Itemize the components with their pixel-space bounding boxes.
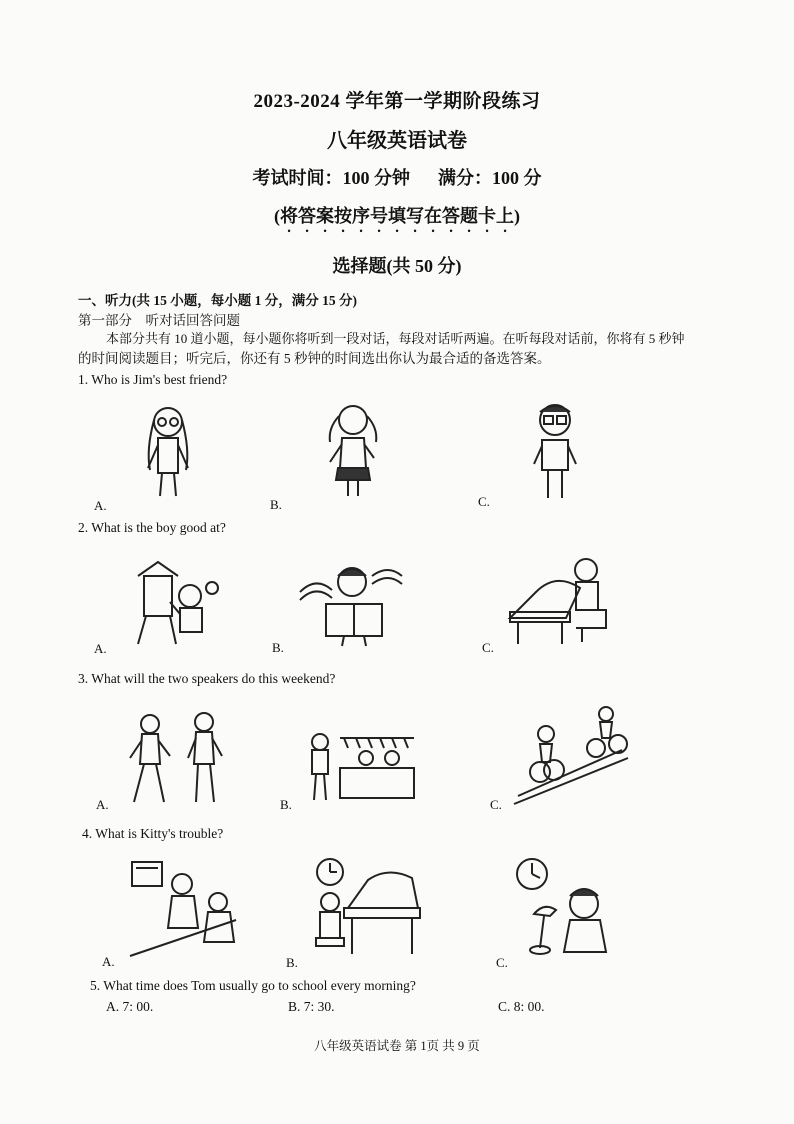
question-2: 2. What is the boy good at?	[78, 520, 226, 535]
boy-singing-picture	[296, 556, 406, 648]
girl-clock-piano-picture	[308, 856, 430, 958]
boy-glasses-picture	[520, 398, 590, 502]
exam-time-score	[0, 164, 794, 190]
page-footer: 八年级英语试卷 第 1页 共 9 页	[314, 1039, 480, 1053]
listening-heading: 一、听力(共 15 小题，每小题 1 分，满分 15 分)	[78, 293, 357, 308]
question-4: 4. What is Kitty's trouble?	[82, 826, 224, 841]
q4-option-a[interactable]: A.	[102, 954, 115, 969]
q4-option-c[interactable]: C.	[496, 955, 508, 970]
q5-option-b[interactable]: B. 7: 30.	[288, 999, 335, 1014]
q5-option-c[interactable]: C. 8: 00.	[498, 999, 545, 1014]
two-hikers-picture	[120, 708, 230, 806]
girl-homework-picture	[512, 856, 616, 960]
question-1: 1. Who is Jim's best friend?	[78, 372, 228, 387]
shopping-picture	[296, 728, 420, 804]
answer-instruction: (将答案按序号填写在答题卡上)	[274, 206, 520, 226]
q5-option-a[interactable]: A. 7: 00.	[106, 999, 154, 1014]
girl-glasses-picture	[128, 400, 208, 500]
exam-time: 考试时间：100 分钟	[252, 168, 410, 188]
boy-piano-picture	[506, 552, 616, 646]
exam-subtitle: 八年级英语试卷	[327, 130, 467, 152]
q2-option-c[interactable]: C.	[482, 640, 494, 655]
part-label: 第一部分 听对话回答问题	[78, 313, 240, 328]
girl-pigtails-picture	[318, 398, 388, 500]
q2-option-a[interactable]: A.	[94, 641, 107, 656]
q1-option-c[interactable]: C.	[478, 494, 490, 509]
q2-option-b[interactable]: B.	[272, 640, 284, 655]
cycling-picture	[510, 704, 632, 808]
q1-option-a[interactable]: A.	[94, 498, 107, 513]
exam-title: 2023-2024 学年第一学期阶段练习	[253, 91, 541, 112]
q1-option-b[interactable]: B.	[270, 497, 282, 512]
full-score: 满分：100 分	[438, 168, 542, 188]
q4-option-b[interactable]: B.	[286, 955, 298, 970]
section-title: 选择题(共 50 分)	[332, 256, 462, 276]
boy-painting-picture	[118, 556, 228, 646]
q3-option-a[interactable]: A.	[96, 797, 109, 812]
intro-line-2: 的时间阅读题目；听完后，你还有 5 秒钟的时间选出你认为最合适的备选答案。	[78, 351, 551, 366]
q3-option-b[interactable]: B.	[280, 797, 292, 812]
intro-line-1: 本部分共有 10 道小题，每小题你将听到一段对话，每段对话听两遍。在听每段对话前，你将有 5 秒钟	[106, 331, 685, 346]
question-3: 3. What will the two speakers do this weekend?	[78, 671, 336, 686]
doctor-visit-picture	[126, 858, 240, 958]
q3-option-c[interactable]: C.	[490, 797, 502, 812]
question-5: 5. What time does Tom usually go to school every morning?	[90, 978, 416, 993]
